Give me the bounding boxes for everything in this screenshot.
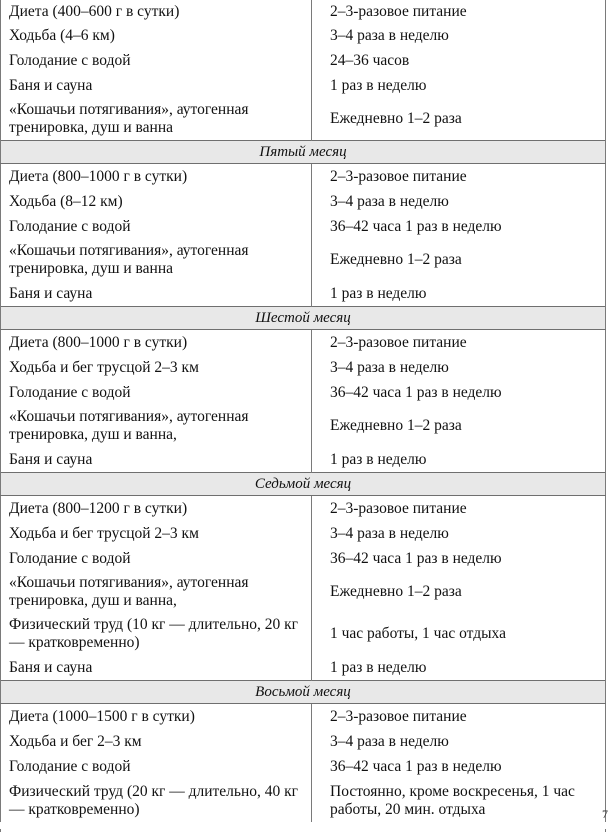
activity-cell: «Кошачьи потягивания», аутогенная тренировка, душ и ванна, xyxy=(1,405,312,447)
frequency-cell: 36–42 часа 1 раз в неделю xyxy=(312,380,606,405)
frequency-cell: Ежедневно 1–2 раза xyxy=(312,405,606,447)
activity-cell: «Кошачьи потягивания», аутогенная тренировка, душ и ванна, xyxy=(1,571,312,613)
table-row xyxy=(1,73,606,98)
table-row xyxy=(1,613,606,655)
frequency-cell: Постоянно, кроме воскресенья, 1 час работы, 20 мин. отдыха xyxy=(312,779,606,822)
frequency-cell: Ежедневно 1–2 раза xyxy=(312,571,606,613)
table-row xyxy=(1,330,606,356)
month-header: Шестой месяц xyxy=(1,307,606,330)
month-header: Седьмой месяц xyxy=(1,473,606,496)
activity-cell: Голодание с водой xyxy=(1,48,312,73)
activity-cell: Физический труд (10 кг — длительно, 20 кг — кратковременно) xyxy=(1,613,312,655)
activity-cell: Диета (1000–1500 г в сутки) xyxy=(1,704,312,730)
activity-cell: Ходьба и бег 2–3 км xyxy=(1,729,312,754)
table-row xyxy=(1,704,606,730)
frequency-cell: 1 раз в неделю xyxy=(312,655,606,681)
table-row xyxy=(1,48,606,73)
activity-cell: Баня и сауна xyxy=(1,447,312,473)
activity-cell: Диета (800–1200 г в сутки) xyxy=(1,496,312,522)
table-row xyxy=(1,380,606,405)
activity-cell: Диета (800–1000 г в сутки) xyxy=(1,330,312,356)
edge-mark: 7 xyxy=(602,807,608,821)
activity-cell: Баня и сауна xyxy=(1,281,312,307)
table-row xyxy=(1,0,606,23)
frequency-cell: 1 раз в неделю xyxy=(312,447,606,473)
table-row xyxy=(1,239,606,281)
activity-cell: Ходьба (8–12 км) xyxy=(1,189,312,214)
activity-cell: «Кошачьи потягивания», аутогенная тренировка, душ и ванна xyxy=(1,239,312,281)
frequency-cell: 36–42 часа 1 раз в неделю xyxy=(312,214,606,239)
month-header-row xyxy=(1,307,606,330)
activity-cell: Ходьба (4–6 км) xyxy=(1,23,312,48)
table-row xyxy=(1,281,606,307)
month-header-row xyxy=(1,473,606,496)
table-row xyxy=(1,754,606,779)
schedule-table-body xyxy=(1,0,606,822)
table-row xyxy=(1,496,606,522)
activity-cell: Голодание с водой xyxy=(1,754,312,779)
frequency-cell: 2–3-разовое питание xyxy=(312,330,606,356)
frequency-cell: 2–3-разовое питание xyxy=(312,164,606,190)
frequency-cell: 2–3-разовое питание xyxy=(312,0,606,23)
frequency-cell: 3–4 раза в неделю xyxy=(312,729,606,754)
table-row xyxy=(1,214,606,239)
activity-cell: «Кошачьи потягивания», аутогенная тренировка, душ и ванна xyxy=(1,98,312,141)
frequency-cell: 1 раз в неделю xyxy=(312,281,606,307)
activity-cell: Голодание с водой xyxy=(1,546,312,571)
activity-cell: Баня и сауна xyxy=(1,73,312,98)
frequency-cell: 3–4 раза в неделю xyxy=(312,23,606,48)
month-header-row xyxy=(1,681,606,704)
activity-cell: Диета (400–600 г в сутки) xyxy=(1,0,312,23)
table-row xyxy=(1,521,606,546)
activity-cell: Ходьба и бег трусцой 2–3 км xyxy=(1,355,312,380)
table-row xyxy=(1,189,606,214)
frequency-cell: 2–3-разовое питание xyxy=(312,496,606,522)
frequency-cell: 3–4 раза в неделю xyxy=(312,521,606,546)
month-header: Восьмой месяц xyxy=(1,681,606,704)
frequency-cell: 3–4 раза в неделю xyxy=(312,189,606,214)
table-row xyxy=(1,355,606,380)
table-row xyxy=(1,779,606,822)
frequency-cell: 3–4 раза в неделю xyxy=(312,355,606,380)
frequency-cell: 36–42 часа 1 раз в неделю xyxy=(312,546,606,571)
activity-cell: Физический труд (20 кг — длительно, 40 кг — кратковременно) xyxy=(1,779,312,822)
activity-cell: Баня и сауна xyxy=(1,655,312,681)
activity-cell: Диета (800–1000 г в сутки) xyxy=(1,164,312,190)
table-row xyxy=(1,729,606,754)
table-row xyxy=(1,655,606,681)
frequency-cell: Ежедневно 1–2 раза xyxy=(312,98,606,141)
activity-cell: Ходьба и бег трусцой 2–3 км xyxy=(1,521,312,546)
month-header: Пятый месяц xyxy=(1,141,606,164)
table-row xyxy=(1,164,606,190)
table-row xyxy=(1,23,606,48)
table-row xyxy=(1,571,606,613)
frequency-cell: Ежедневно 1–2 раза xyxy=(312,239,606,281)
activity-cell: Голодание с водой xyxy=(1,214,312,239)
frequency-cell: 36–42 часа 1 раз в неделю xyxy=(312,754,606,779)
frequency-cell: 24–36 часов xyxy=(312,48,606,73)
frequency-cell: 2–3-разовое питание xyxy=(312,704,606,730)
month-header-row xyxy=(1,141,606,164)
frequency-cell: 1 раз в неделю xyxy=(312,73,606,98)
table-row xyxy=(1,405,606,447)
frequency-cell: 1 час работы, 1 час отдыха xyxy=(312,613,606,655)
activity-cell: Голодание с водой xyxy=(1,380,312,405)
table-row xyxy=(1,447,606,473)
table-row xyxy=(1,98,606,141)
table-row xyxy=(1,546,606,571)
